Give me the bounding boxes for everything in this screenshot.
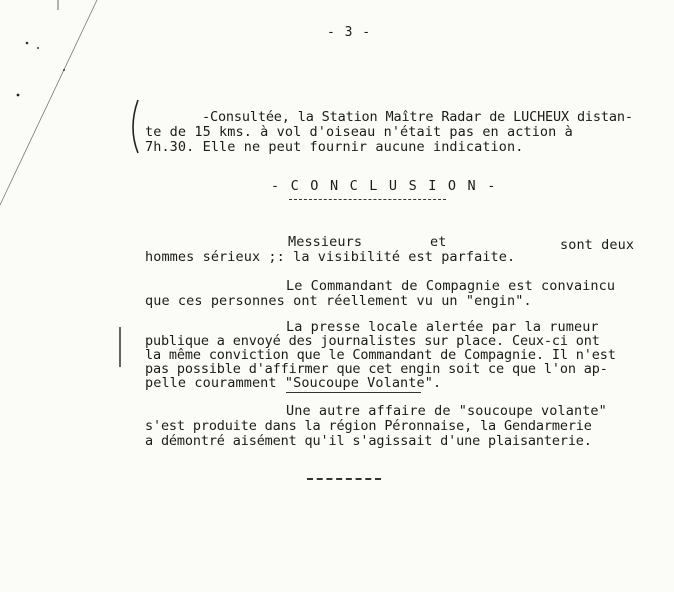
- conclusion-heading: - C O N C L U S I O N -: [271, 178, 498, 194]
- paragraph-line: hommes sérieux ;: la visibilité est parfaite.: [145, 249, 516, 265]
- scan-dot: [17, 94, 20, 97]
- page-number: - 3 -: [327, 25, 372, 40]
- text-underline: [286, 392, 421, 393]
- end-rule: [307, 478, 381, 480]
- paragraph-line: a démontré aisément qu'il s'agissait d'une plaisanterie.: [145, 433, 592, 449]
- scan-dot: [63, 69, 65, 71]
- paragraph-line: Une autre affaire de "soucoupe volante": [286, 403, 607, 419]
- heading-underline: [289, 199, 446, 200]
- paragraph-line: s'est produite dans la région Péronnaise, la Gendarmerie: [145, 418, 592, 434]
- paragraph-line: -Consultée, la Station Maître Radar de LUCHEUX distan-: [202, 109, 633, 125]
- paragraph-line: pas possible d'affirmer que cet engin soit ce que l'on ap-: [145, 361, 608, 377]
- paragraph-line: la même conviction que le Commandant de Compagnie. Il n'est: [145, 347, 616, 363]
- margin-bracket: [133, 100, 138, 153]
- scan-dot: [37, 47, 39, 49]
- paragraph-line: pelle couramment "Soucoupe Volante".: [145, 375, 442, 391]
- paragraph-line: Le Commandant de Compagnie est convaincu: [286, 278, 616, 294]
- paragraph-line: Messieurs: [288, 234, 363, 250]
- scan-scratch-line: [0, 0, 97, 205]
- paragraph-line: 7h.30. Elle ne peut fournir aucune indication.: [145, 139, 524, 155]
- paragraph-line: que ces personnes ont réellement vu un "engin".: [145, 293, 532, 309]
- paragraph-line: et: [430, 234, 447, 250]
- paragraph-line: La presse locale alertée par la rumeur: [286, 319, 599, 335]
- scan-dot: [26, 42, 29, 45]
- paragraph-line: publique a envoyé des journalistes sur place. Ceux-ci ont: [145, 333, 600, 349]
- paragraph-line: sont deux: [560, 237, 635, 253]
- paragraph-line: te de 15 kms. à vol d'oiseau n'était pas en action à: [145, 124, 573, 140]
